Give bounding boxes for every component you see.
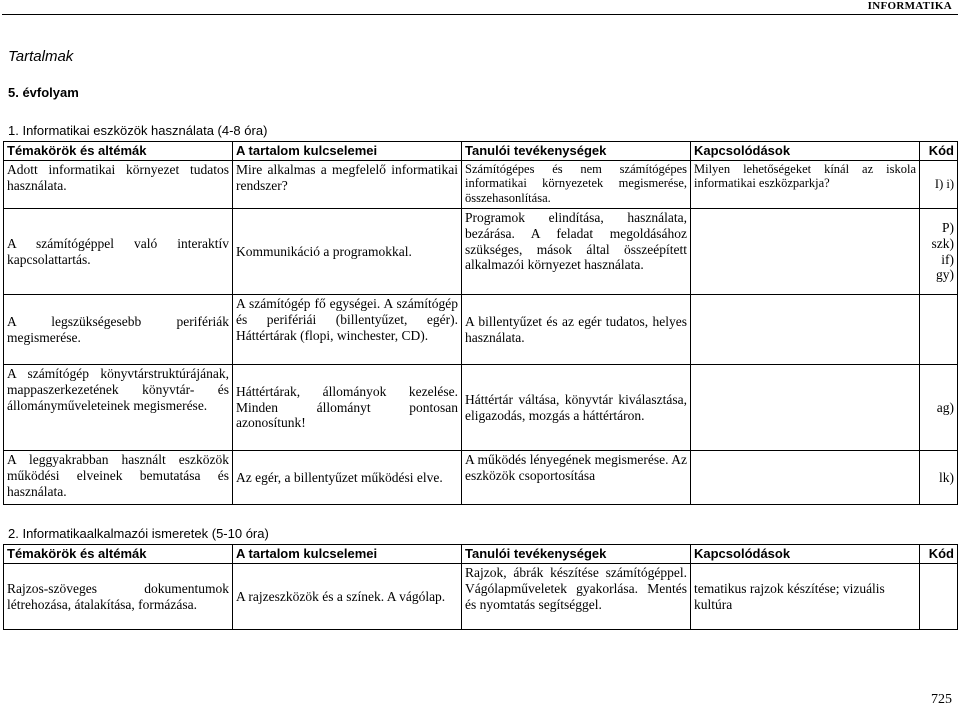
table-row (4, 365, 958, 451)
col-header-topics: Témakörök és altémák (4, 142, 233, 161)
table-header-row (4, 545, 958, 564)
col-header-connections: Kapcsolódások (691, 142, 920, 161)
col-header-key-elements: A tartalom kulcselemei (233, 142, 462, 161)
table-header-row (4, 142, 958, 161)
table-row (4, 295, 958, 365)
grade-heading: 5. évfolyam (8, 85, 79, 100)
cell-activity: Rajzok, ábrák készítése számítógéppel. Vágólapműveletek gyakorlása. Mentés és nyomtatás segítséggel. (462, 564, 691, 630)
cell-topic: A legszükségesebb perifériák megismerése. (4, 295, 233, 365)
section-2-heading: 2. Informatikaalkalmazói ismeretek (5-10 óra) (8, 526, 269, 541)
cell-code (920, 564, 958, 630)
section-1-heading: 1. Informatikai eszközök használata (4-8 óra) (8, 123, 268, 138)
header-rule (2, 14, 958, 15)
cell-topic: A leggyakrabban használt eszközök működési elveinek bemutatása és használata. (4, 451, 233, 505)
cell-topic: A számítógéppel való interaktív kapcsolattartás. (4, 209, 233, 295)
cell-connection: Milyen lehetőségeket kínál az iskola informatikai eszközparkja? (691, 161, 920, 209)
col-header-topics: Témakörök és altémák (4, 545, 233, 564)
cell-activity: Programok elindítása, használata, bezárása. A feladat megoldásához szükséges, mások által összeépített alkalmazói környezet használata. (462, 209, 691, 295)
cell-connection (691, 451, 920, 505)
cell-key-element: A számítógép fő egységei. A számítógép és perifériái (billentyűzet, egér). Háttértárak (flopi, winchester, CD). (233, 295, 462, 365)
section-2-table (3, 544, 958, 630)
cell-code: ag) (920, 365, 958, 451)
cell-key-element: Háttértárak, állományok kezelése. Minden állományt pontosan azonosítunk! (233, 365, 462, 451)
cell-activity: Háttértár váltása, könyvtár kiválasztása, eligazodás, mozgás a háttértáron. (462, 365, 691, 451)
col-header-code: Kód (920, 142, 958, 161)
cell-activity: A billentyűzet és az egér tudatos, helyes használata. (462, 295, 691, 365)
col-header-connections: Kapcsolódások (691, 545, 920, 564)
page-number: 725 (931, 692, 952, 707)
cell-code: P) szk) if) gy) (920, 209, 958, 295)
cell-topic: Adott informatikai környezet tudatos használata. (4, 161, 233, 209)
cell-key-element: A rajzeszközök és a színek. A vágólap. (233, 564, 462, 630)
cell-activity: Számítógépes és nem számítógépes informatikai környezetek megismerése, összehasonlítása. (462, 161, 691, 209)
document-title: Tartalmak (8, 48, 74, 65)
table-row (4, 564, 958, 630)
table-row (4, 451, 958, 505)
cell-connection (691, 295, 920, 365)
cell-key-element: Mire alkalmas a megfelelő informatikai rendszer? (233, 161, 462, 209)
col-header-activities: Tanulói tevékenységek (462, 545, 691, 564)
cell-key-element: Kommunikáció a programokkal. (233, 209, 462, 295)
cell-code (920, 295, 958, 365)
cell-code: I) i) (920, 161, 958, 209)
running-header-title: INFORMATIKA (867, 0, 952, 12)
section-1-table (3, 141, 958, 505)
col-header-activities: Tanulói tevékenységek (462, 142, 691, 161)
table-row (4, 161, 958, 209)
col-header-key-elements: A tartalom kulcselemei (233, 545, 462, 564)
cell-connection (691, 365, 920, 451)
col-header-code: Kód (920, 545, 958, 564)
cell-topic: Rajzos-szöveges dokumentumok létrehozása, átalakítása, formázása. (4, 564, 233, 630)
cell-activity: A működés lényegének megismerése. Az eszközök csoportosítása (462, 451, 691, 505)
cell-topic: A számítógép könyvtárstruktúrájának, mappaszerkezetének könyvtár- és állományműveleteinek megismerése. (4, 365, 233, 451)
cell-code: lk) (920, 451, 958, 505)
cell-key-element: Az egér, a billentyűzet működési elve. (233, 451, 462, 505)
cell-connection: tematikus rajzok készítése; vizuális kultúra (691, 564, 920, 630)
cell-connection (691, 209, 920, 295)
table-row (4, 209, 958, 295)
